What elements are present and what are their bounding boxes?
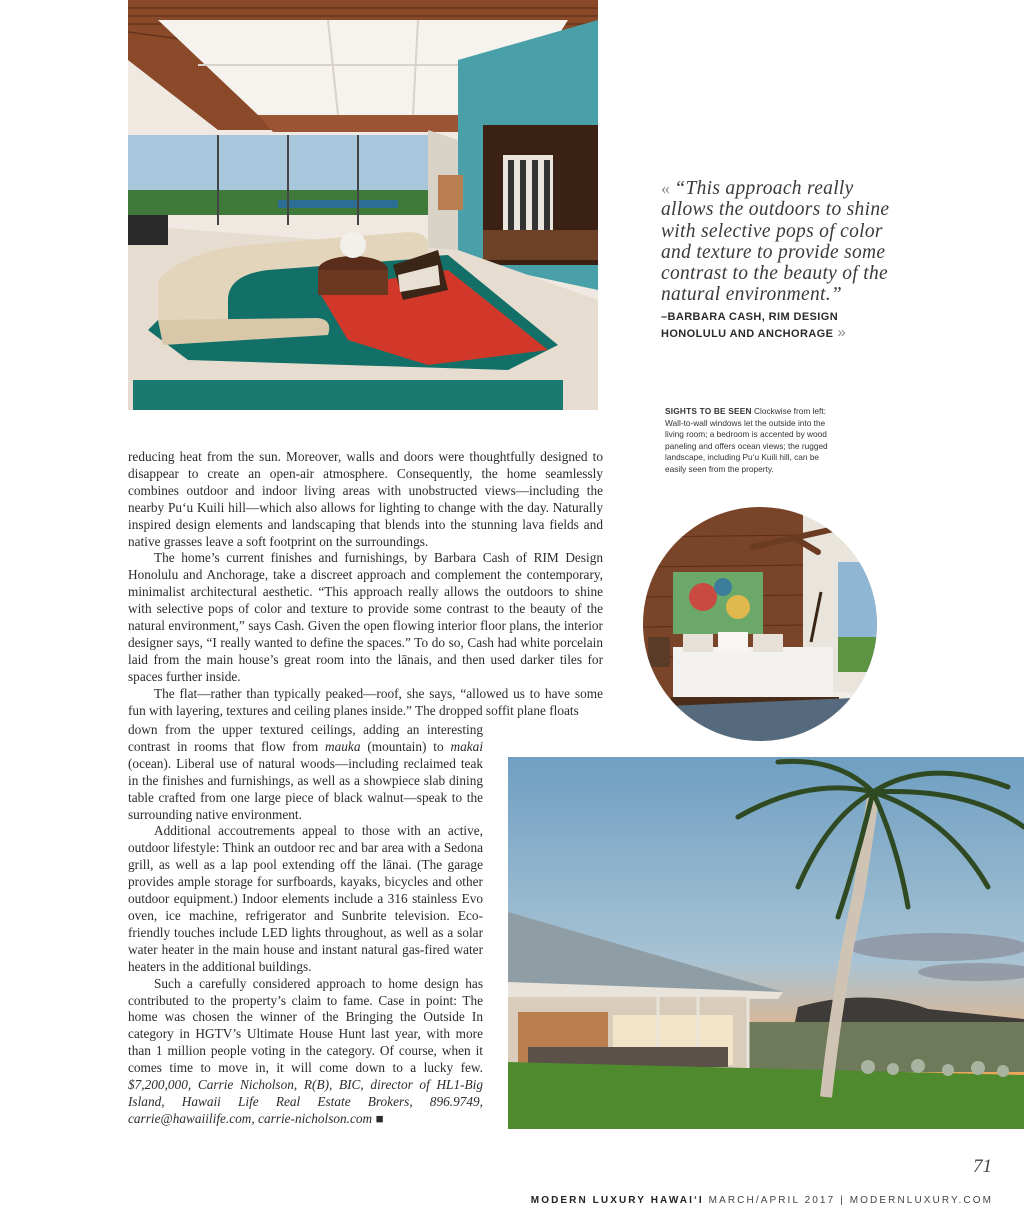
listing-info: $7,200,000, Carrie Nicholson, R(B), BIC, director of HL1-Big Island, Hawaii Life Real Estate Brokers, 896.9749, carrie@hawaiilife.com, carrie-nicholson.com <box>128 1077 483 1126</box>
caption-lead: SIGHTS TO BE SEEN <box>665 406 752 416</box>
end-mark: ■ <box>375 1110 384 1126</box>
article-body-wide <box>128 449 603 720</box>
bedroom-photo <box>643 507 877 741</box>
pull-quote-text: « “This approach really allows the outdoors to shine with selective pops of color and texture to provide some contrast to the beauty of the natural environment.” <box>661 178 890 306</box>
photo-caption <box>665 406 835 476</box>
website: MODERNLUXURY.COM <box>849 1195 993 1206</box>
body-paragraph-2: The home’s current finishes and furnishings, by Barbara Cash of RIM Design Honolulu and Anchorage, take a discreet approach and complement the contemporary, minimalist architectural aesthetic. “This approach really allows the outdoors to shine with selective pops of color and texture to provide some contrast to the beauty of the natural environment,” says Cash. Given the open flowing interior floor plans, the interior designer says, “I really wanted to define the spaces.” To do so, Cash had white porcelain laid from the main house’s great room into the lānais, and then used darker tiles for spaces further inside. <box>128 550 603 684</box>
living-room-photo <box>128 0 598 410</box>
quote-open-mark: « <box>661 178 671 198</box>
pull-quote <box>661 178 911 342</box>
magazine-name: MODERN LUXURY HAWAI‘I <box>530 1195 704 1206</box>
page-footer: MODERN LUXURY HAWAI‘I MARCH/APRIL 2017 | MODERNLUXURY.COM <box>530 1195 993 1206</box>
body-paragraph-1: reducing heat from the sun. Moreover, walls and doors were thoughtfully designed to disappear to create an open-air atmosphere. Consequently, the home seamlessly combines outdoor and indoor living areas with unobstructed views—including the nearby Pu‘u Kuili hill—which also allows for lighting to change with the day. Naturally inspired design elements and landscaping that blends into the stunning lava fields and native grasses leave a soft footprint on the surroundings. <box>128 449 603 549</box>
body-paragraph-4: Additional accoutrements appeal to those with an active, outdoor lifestyle: Think an outdoor rec and bar area with a Sedona grill, as well as a lap pool extending off the lānai. (The garage provides ample storage for surfboards, kayaks, bicycles and other outdoor equipment.) Indoor elements include a 316 stainless Evo oven, ice machine, refrigerator and Sunbrite television. Eco-friendly touches include LED lights throughout, as well as a solar water heater in the main house and instant natural gas-fired water heaters in the additional buildings. <box>128 823 483 974</box>
pull-quote-attribution: –BARBARA CASH, RIM DESIGN HONOLULU AND ANCHORAGE » <box>661 310 847 341</box>
body-paragraph-3: The flat—rather than typically peaked—roof, she says, “allowed us to have some fun with layering, textures and ceiling planes inside.” The dropped soffit plane floats <box>128 685 603 718</box>
exterior-photo <box>508 757 1024 1129</box>
caption-text: Clockwise from left: Wall-to-wall windows let the outside into the living room; a bedroom is accented by wood paneling and offers ocean views; the rugged landscape, including Pu‘u Kuili hill, can be easily seen from the property. <box>665 406 828 474</box>
quote-close-mark: » <box>837 323 847 341</box>
body-paragraph-3-continued: down from the upper textured ceilings, adding an interesting contrast in rooms that flow from mauka (mountain) to makai (ocean). Liberal use of natural woods—including reclaimed teak in the finishes and furnishings, as well as a showpiece slab dining table crafted from one large piece of black walnut—speak to the surrounding native environment. <box>128 722 484 822</box>
article-body-narrow <box>128 722 483 1128</box>
issue-date: MARCH/APRIL 2017 <box>708 1195 836 1206</box>
body-paragraph-5: Such a carefully considered approach to home design has contributed to the property’s claim to fame. Case in point: The home was chosen the winner of the Bringing the Outside In category in HGTV’s Ultimate House Hunt last year, with more than 1 million people voting in the category. Of course, when it comes time to move in, it will come down to a lucky few. $7,200,000, Carrie Nicholson, R(B), BIC, director of HL1-Big Island, Hawaii Life Real Estate Brokers, 896.9749, carrie@hawaiilife.com, carrie-nicholson.com ■ <box>128 975 483 1126</box>
page-number: 71 <box>973 1156 992 1177</box>
